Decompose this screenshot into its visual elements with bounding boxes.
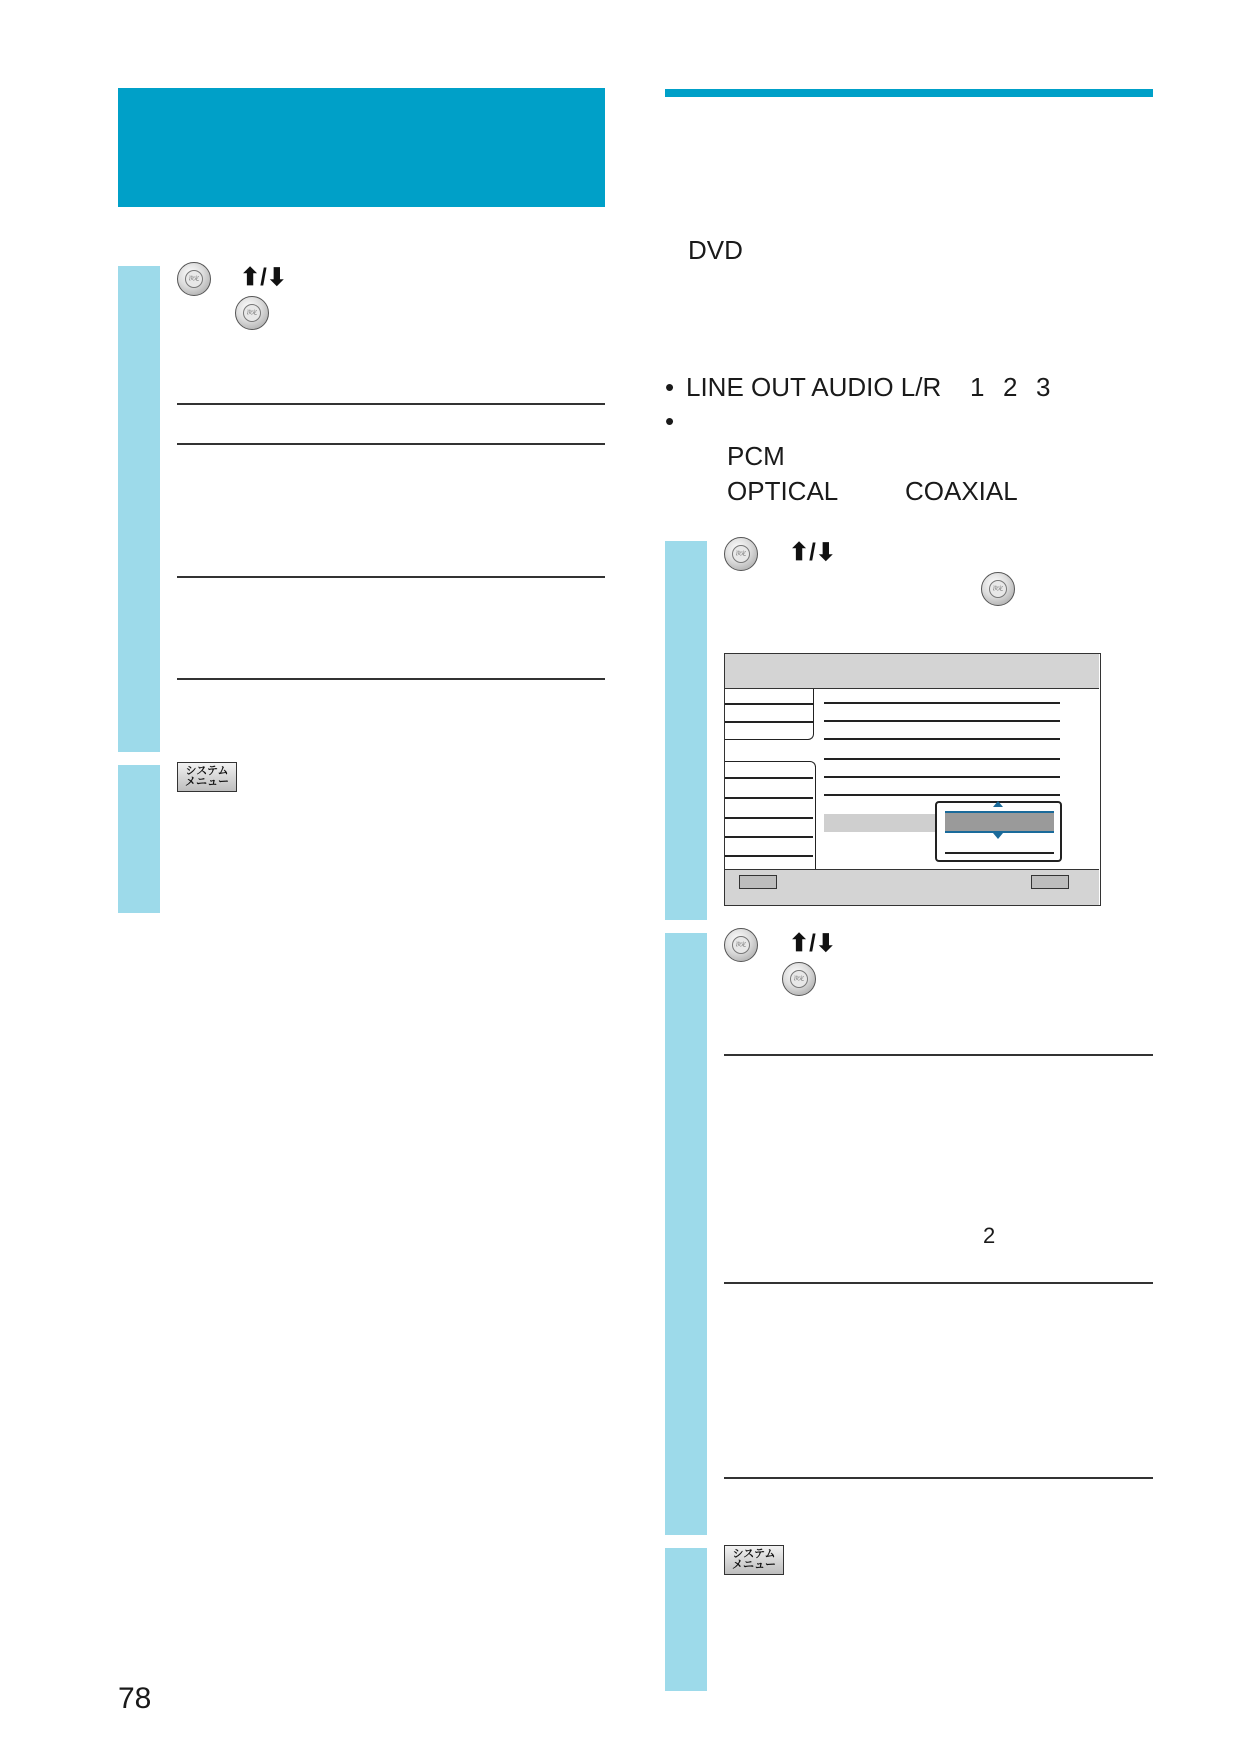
bullet: • [665, 372, 675, 402]
optical-label: OPTICAL [727, 476, 839, 506]
step-1-bar [665, 541, 707, 920]
setup-screen-illustration [724, 653, 1101, 906]
option-line [824, 776, 1060, 778]
step-2-bar [665, 933, 707, 1535]
system-menu-button-icon: システム メニュー [177, 762, 237, 792]
bullet-num: 2 [1003, 372, 1018, 402]
option-line [824, 702, 1060, 704]
bullet: • [665, 406, 675, 436]
bullet-num: 3 [1036, 372, 1051, 402]
bullet-text: LINE OUT AUDIO L/R [686, 372, 942, 402]
bullet-num: 1 [970, 372, 985, 402]
enter-button-icon: 決定 [177, 262, 211, 296]
enter-button-icon: 決定 [235, 296, 269, 330]
screen-header [725, 654, 1099, 689]
option-line [824, 720, 1060, 722]
highlighted-row [824, 814, 940, 832]
popup-selected-row [945, 811, 1054, 833]
popup-line [945, 852, 1054, 854]
screen-left-panel [725, 689, 815, 869]
screen-footer [725, 869, 1099, 905]
dvd-label: DVD [688, 235, 743, 265]
enter-button-icon: 決定 [782, 962, 816, 996]
step-2-bar [118, 765, 160, 913]
left-item-line [725, 777, 813, 779]
chevron-up-icon [993, 801, 1003, 807]
system-menu-button-icon: システム メニュー [724, 1545, 784, 1575]
pcm-label: PCM [727, 441, 785, 471]
coaxial-label: COAXIAL [905, 476, 1018, 506]
divider [177, 403, 605, 405]
left-item-line [725, 721, 813, 723]
option-line [824, 758, 1060, 760]
left-item-line [725, 797, 813, 799]
divider [724, 1054, 1153, 1056]
left-item-line [725, 836, 813, 838]
chevron-down-icon [993, 833, 1003, 839]
footer-button [739, 875, 777, 889]
divider [177, 678, 605, 680]
enter-button-icon: 決定 [981, 572, 1015, 606]
option-line [824, 794, 1060, 796]
note-number: 2 [983, 1223, 996, 1248]
left-item-line [725, 703, 813, 705]
divider [724, 1282, 1153, 1284]
left-item-line [725, 817, 813, 819]
footer-button [1031, 875, 1069, 889]
divider [177, 576, 605, 578]
enter-button-icon: 決定 [724, 928, 758, 962]
up-down-arrows-icon: ⬆/⬇ [789, 930, 836, 957]
section-title-block [118, 88, 605, 207]
left-tab-top [725, 689, 814, 740]
option-popup [935, 801, 1062, 862]
left-item-line [725, 855, 813, 857]
section-top-rule [665, 89, 1153, 97]
enter-button-icon: 決定 [724, 537, 758, 571]
up-down-arrows-icon: ⬆/⬇ [789, 539, 836, 566]
page-number: 78 [118, 1682, 152, 1715]
step-3-bar [665, 1548, 707, 1691]
step-1-bar [118, 266, 160, 752]
divider [177, 443, 605, 445]
option-line [824, 738, 1060, 740]
divider [724, 1477, 1153, 1479]
up-down-arrows-icon: ⬆/⬇ [240, 264, 287, 291]
